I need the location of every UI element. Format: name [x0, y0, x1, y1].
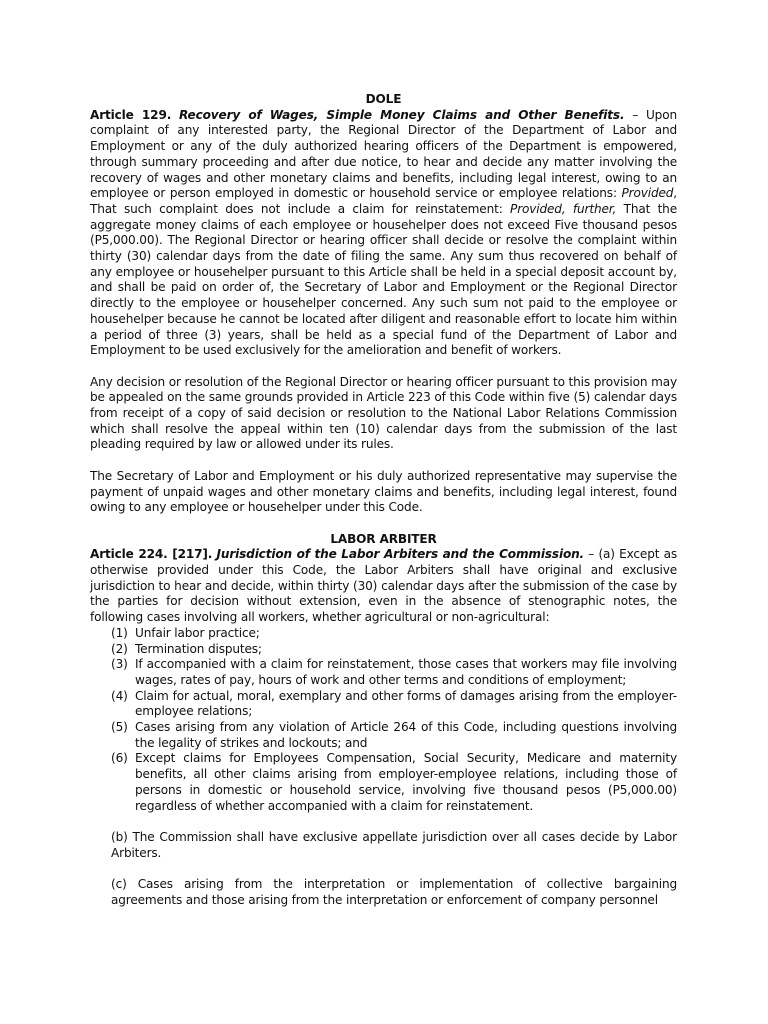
article-129-paragraph-3: The Secretary of Labor and Employment or his duly authorized representative may supervise the payment of unpaid wages and other monetary claims and benefits, including legal interest, found owing to any employee or househelper under this Code.	[90, 468, 677, 515]
article-129-paragraph-1	[90, 108, 677, 359]
article-129-text-c: That the aggregate money claims of each employee or househelper does not exceed Five thousand pesos (P5,000.00). The Regional Director or hearing officer shall decide or resolve the complaint within thirty (30) calendar days from the date of filing the same. Any sum thus recovered on behalf of any employee or househelper pursuant to this Article shall be held in a special deposit account by, and shall be paid on order of, the Secretary of Labor and Employment or the Regional Director directly to the employee or househelper concerned. Any such sum not paid to the employee or househelper because he cannot be located after diligent and reasonable effort to locate him within a period of three (3) years, shall be held as a special fund of the Department of Labor and Employment to be used exclusively for the amelioration and benefit of workers.	[90, 201, 677, 358]
list-item-text: Except claims for Employees Compensation, Social Security, Medicare and maternity benefits, all other claims arising from employer-employee relations, including those of persons in domestic or household service, involving five thousand pesos (P5,000.00) regardless of whether accompanied with a claim for reinstatement.	[135, 751, 677, 813]
paragraph-spacer	[90, 359, 677, 375]
list-item	[111, 626, 677, 642]
paragraph-spacer	[90, 814, 677, 830]
list-item-number: (2)	[111, 641, 128, 656]
list-item	[111, 689, 677, 720]
list-item-number: (5)	[111, 720, 128, 735]
list-item	[111, 642, 677, 658]
paragraph-spacer	[90, 516, 677, 532]
paragraph-b: (b) The Commission shall have exclusive appellate jurisdiction over all cases decide by Labor Arbiters.	[111, 829, 677, 860]
section-heading-dole: DOLE	[365, 92, 402, 106]
article-129-text-a: – Upon complaint of any interested party, the Regional Director of the Department of Labor and Employment or any of the duly authorized hearing officers of the Department is empowered, through summary proceeding and after due notice, to hear and decide any matter involving the recovery of wages and other monetary claims and benefits, including legal interest, owing to an employee or person employed in domestic or household service or employee relations:	[90, 107, 677, 201]
article-129-text-b: , That such complaint does not include a claim for reinstatement:	[90, 186, 677, 216]
list-item	[111, 751, 677, 814]
list-item-text: Cases arising from any violation of Article 264 of this Code, including questions involving the legality of strikes and lockouts; and	[135, 720, 677, 750]
section-heading-labor-arbiter: LABOR ARBITER	[330, 531, 437, 546]
paragraph-spacer	[90, 861, 677, 877]
list-item-number: (1)	[111, 625, 128, 640]
proviso-provided-further: Provided, further,	[510, 201, 617, 216]
article-224-intro-text: – (a) Except as otherwise provided under this Code, the Labor Arbiters shall have original and exclusive jurisdiction to hear and decide, within thirty (30) calendar days after the submission of the case by the parties for decision without extension, even in the absence of stenographic notes, the following cases involving all workers, whether agricultural or non-agricultural:	[90, 547, 678, 625]
article-129-paragraph-2: Any decision or resolution of the Regional Director or hearing officer pursuant to this provision may be appealed on the same grounds provided in Article 223 of this Code within five (5) calendar days from receipt of a copy of said decision or resolution to the National Labor Relations Commission which shall resolve the appeal within ten (10) calendar days from the submission of the last pleading required by law or allowed under its rules.	[90, 374, 677, 452]
list-item-number: (4)	[111, 688, 128, 703]
article-224-number: Article 224. [217].	[90, 547, 213, 562]
list-item	[111, 657, 677, 688]
list-item-text: Claim for actual, moral, exemplary and other forms of damages arising from the employer-employee relations;	[135, 688, 677, 719]
article-129-title: Recovery of Wages, Simple Money Claims and Other Benefits.	[179, 107, 625, 122]
article-129-number: Article 129.	[90, 107, 172, 122]
list-item	[111, 720, 677, 751]
list-item-text: Termination disputes;	[135, 641, 262, 656]
article-224-intro	[90, 547, 677, 626]
list-item-text: If accompanied with a claim for reinstatement, those cases that workers may file involving wages, rates of pay, hours of work and other terms and conditions of employment;	[135, 657, 677, 687]
list-item-text: Unfair labor practice;	[135, 625, 260, 640]
list-item-number: (3)	[111, 657, 128, 672]
paragraph-spacer	[90, 453, 677, 469]
paragraph-c: (c) Cases arising from the interpretation or implementation of collective bargaining agreements and those arising from the interpretation or enforcement of company personnel	[111, 877, 677, 907]
proviso-provided: Provided	[621, 186, 674, 201]
list-item-number: (6)	[111, 751, 128, 766]
case-list	[90, 626, 677, 814]
article-224-title: Jurisdiction of the Labor Arbiters and the Commission.	[216, 547, 585, 562]
